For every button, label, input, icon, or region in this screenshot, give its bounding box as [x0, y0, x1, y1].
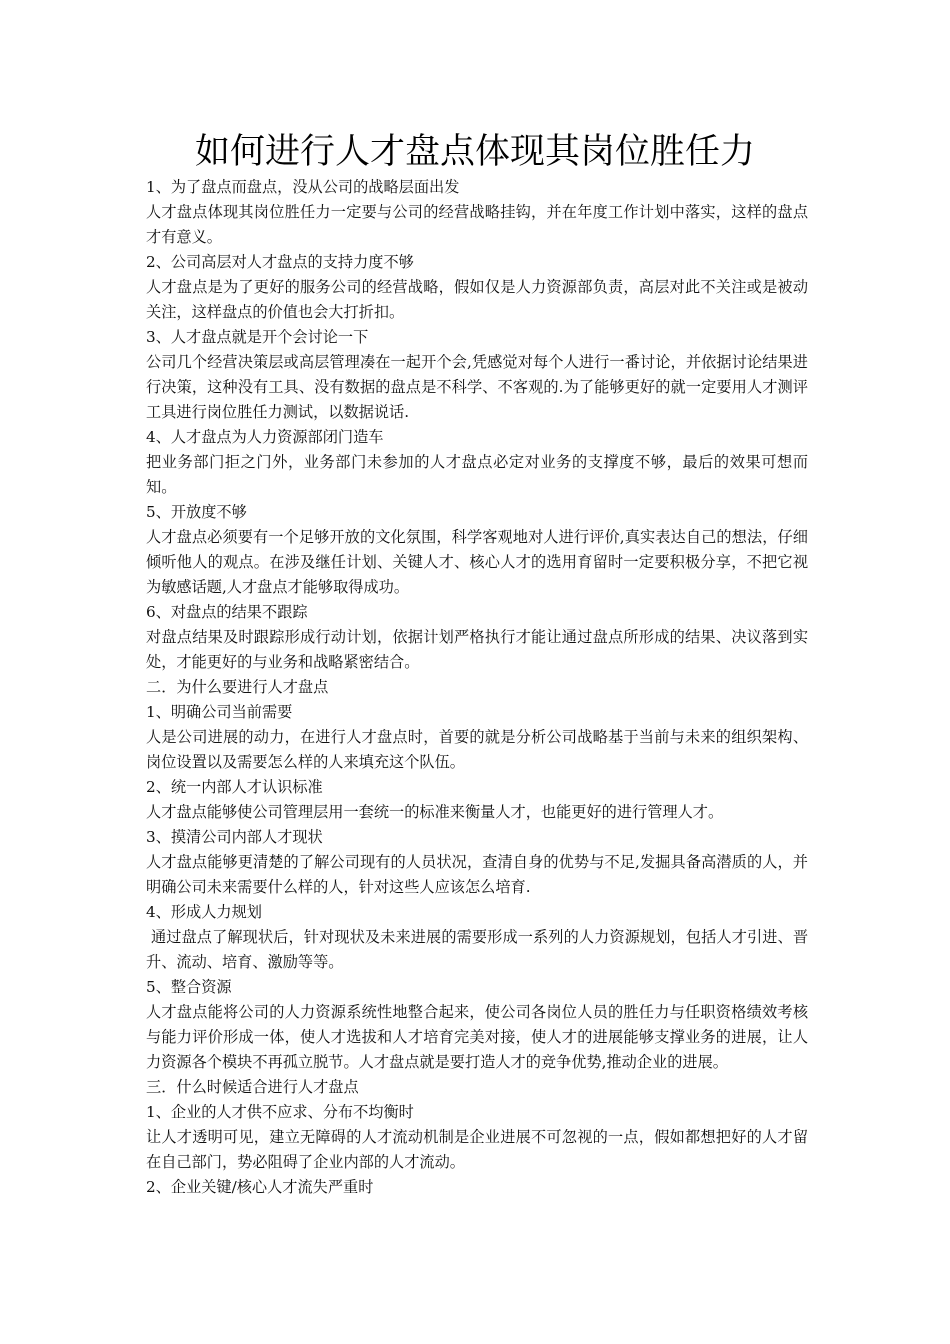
section-heading: 三．什么时候适合进行人才盘点 [146, 1078, 359, 1096]
paragraph: 3、人才盘点就是开个会讨论一下 [146, 328, 369, 346]
paragraph: 人是公司进展的动力，在进行人才盘点时，首要的就是分析公司战略基于当前与未来的组织架构、岗位设置以及需要怎么样的人来填充这个队伍。 [146, 728, 808, 771]
document-body [146, 175, 808, 1200]
paragraph: 对盘点结果及时跟踪形成行动计划，依据计划严格执行才能让通过盘点所形成的结果、决议落到实处，才能更好的与业务和战略紧密结合。 [146, 628, 808, 671]
paragraph: 让人才透明可见，建立无障碍的人才流动机制是企业进展不可忽视的一点，假如都想把好的人才留在自己部门，势必阻碍了企业内部的人才流动。 [146, 1128, 808, 1171]
paragraph: 5、整合资源 [146, 978, 232, 996]
paragraph: 人才盘点能够更清楚的了解公司现有的人员状况，查清自身的优势与不足,发掘具备高潜质的人，并明确公司未来需要什么样的人，针对这些人应该怎么培育. [146, 853, 808, 896]
paragraph: 2、统一内部人才认识标准 [146, 778, 323, 796]
paragraph: 公司几个经营决策层或高层管理凑在一起开个会,凭感觉对每个人进行一番讨论，并依据讨论结果进行决策，这种没有工具、没有数据的盘点是不科学、不客观的.为了能够更好的就一定要用人才测评工具进行岗位胜任力测试，以数据说话. [146, 353, 808, 421]
paragraph: 人才盘点体现其岗位胜任力一定要与公司的经营战略挂钩，并在年度工作计划中落实，这样的盘点才有意义。 [146, 203, 808, 246]
document-title: 如何进行人才盘点体现其岗位胜任力 [194, 132, 755, 172]
paragraph: 4、形成人力规划 [146, 903, 262, 921]
paragraph: 3、摸清公司内部人才现状 [146, 828, 323, 846]
paragraph: 5、开放度不够 [146, 503, 247, 521]
paragraph: 1、明确公司当前需要 [146, 703, 293, 721]
paragraph: 人才盘点是为了更好的服务公司的经营战略，假如仅是人力资源部负责，高层对此不关注或是被动关注，这样盘点的价值也会大打折扣。 [146, 278, 808, 321]
paragraph: 人才盘点能将公司的人力资源系统性地整合起来，使公司各岗位人员的胜任力与任职资格绩效考核与能力评价形成一体，使人才选拔和人才培育完美对接，使人才的进展能够支撑业务的进展，让人力资源各个模块不再孤立脱节。人才盘点就是要打造人才的竞争优势,推动企业的进展。 [146, 1003, 808, 1071]
section-heading: 二．为什么要进行人才盘点 [146, 678, 329, 696]
paragraph: 人才盘点能够使公司管理层用一套统一的标准来衡量人才，也能更好的进行管理人才。 [146, 803, 724, 821]
paragraph: 人才盘点必须要有一个足够开放的文化氛围，科学客观地对人进行评价,真实表达自己的想法，仔细倾听他人的观点。在涉及继任计划、关键人才、核心人才的选用育留时一定要积极分享，不把它视为敏感话题,人才盘点才能够取得成功。 [146, 528, 808, 596]
paragraph: 把业务部门拒之门外，业务部门未参加的人才盘点必定对业务的支撑度不够，最后的效果可想而知。 [146, 453, 808, 496]
paragraph: 2、公司高层对人才盘点的支持力度不够 [146, 253, 414, 271]
paragraph: 4、人才盘点为人力资源部闭门造车 [146, 428, 384, 446]
paragraph: 通过盘点了解现状后，针对现状及未来进展的需要形成一系列的人力资源规划，包括人才引进、晋升、流动、培育、激励等等。 [146, 928, 809, 971]
paragraph: 2、企业关键/核心人才流失严重时 [146, 1178, 374, 1196]
paragraph: 1、企业的人才供不应求、分布不均衡时 [146, 1103, 414, 1121]
paragraph: 6、对盘点的结果不跟踪 [146, 603, 308, 621]
paragraph: 1、为了盘点而盘点，没从公司的战略层面出发 [146, 178, 460, 196]
